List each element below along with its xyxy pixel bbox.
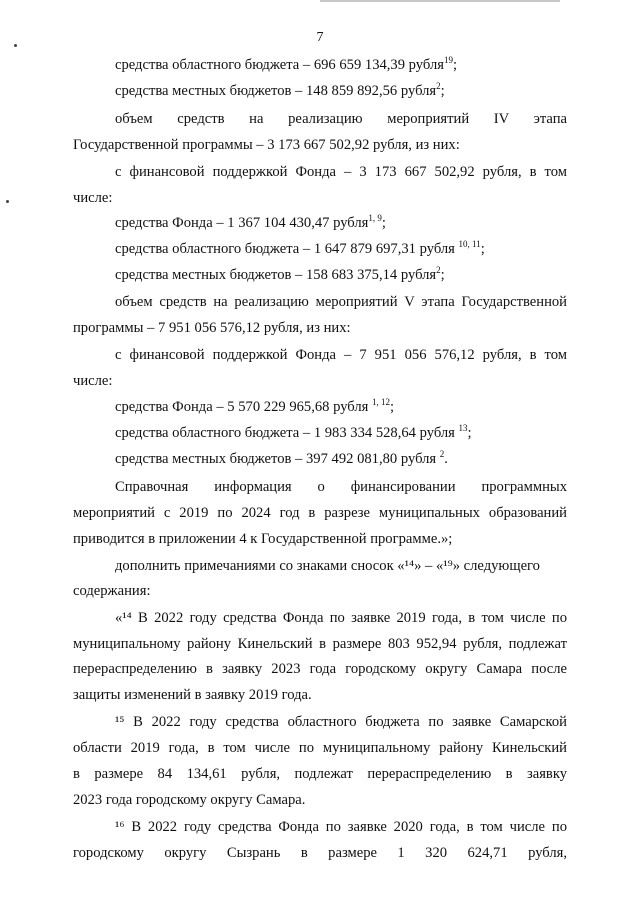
text-line [73,372,567,390]
text-line-content: с финансовой поддержкой Фонда – 3 173 667 502,92 рубля, в том [115,164,567,180]
text-line [73,582,567,600]
text-line-content: средства местных бюджетов – 158 683 375,14 рубля [115,267,437,283]
text-line-content: числе: [73,190,113,206]
text-line [115,214,567,232]
punctuation: ; [467,425,472,441]
text-line [73,319,567,337]
text-line-content: приводится в приложении 4 к Государственной программе.»; [73,531,453,547]
text-line [73,504,567,522]
text-line-content: средства местных бюджетов – 148 859 892,56 рубля [115,83,437,99]
text-line [115,818,567,836]
footnote-marker: 1, 12 [372,397,391,408]
text-line [115,110,567,128]
text-line [73,189,567,207]
text-line-content: в размере 84 134,61 рубля, подлежат перераспределению в заявку [73,766,567,782]
text-line [115,163,567,181]
footnote-marker: 13 [458,423,468,434]
text-line [73,791,567,809]
text-line [73,530,567,548]
text-line-content: перераспределению в заявку 2023 года городскому округу Самара после [73,661,567,677]
punctuation: ; [381,215,386,231]
text-line [73,635,567,653]
punctuation: ; [440,83,445,99]
scan-speck [6,200,9,203]
text-line [115,293,567,311]
footnote-marker: 10, 11 [458,239,481,250]
text-line [115,240,567,258]
text-line [115,713,567,731]
text-line-content: области 2019 года, в том числе по муниципальному району Кинельский [73,740,567,756]
text-line [115,82,567,100]
text-line [73,844,567,862]
text-line [73,765,567,783]
text-line [115,266,567,284]
text-line-content: средства областного бюджета – 1 983 334 528,64 рубля [115,425,459,441]
punctuation: . [444,451,448,467]
text-line [73,136,567,154]
punctuation: ; [390,399,395,415]
text-line [115,56,567,74]
text-line-content: Государственной программы – 3 173 667 502,92 рубля, из них: [73,137,460,153]
text-line-content: муниципальному району Кинельский в размере 803 952,94 рубля, подлежат [73,636,567,652]
text-line-content: содержания: [73,583,151,599]
text-line-content: дополнить примечаниями со знаками сносок «¹⁴» – «¹⁹» следующего [115,558,540,574]
text-line-content: Справочная информация о финансировании программных [115,479,567,495]
text-line [73,686,567,704]
footnote-marker: 1, 9 [368,213,382,224]
text-line-content: средства местных бюджетов – 397 492 081,80 рубля [115,451,440,467]
text-line-content: 2023 года городскому округу Самара. [73,792,306,808]
text-line-content: «¹⁴ В 2022 году средства Фонда по заявке 2019 года, в том числе по [115,610,567,626]
text-line [115,346,567,364]
punctuation: ; [452,57,458,73]
text-line [73,660,567,678]
punctuation: ; [480,241,485,257]
footnote-marker: 19 [443,55,453,66]
footnote-marker: 2 [439,449,445,460]
footnote-marker: 2 [436,265,441,276]
text-line-content: средства областного бюджета – 1 647 879 697,31 рубля [115,241,459,257]
text-line [115,557,567,575]
scan-edge-artifact [320,0,560,2]
text-line-content: объем средств на реализацию мероприятий V этапа Государственной [115,294,567,310]
footnote-marker: 2 [436,81,441,92]
text-line [115,478,567,496]
punctuation: ; [440,267,445,283]
page-number: 7 [316,30,324,45]
text-line-content: средства Фонда – 5 570 229 965,68 рубля [115,399,373,415]
text-line-content: ¹⁶ В 2022 году средства Фонда по заявке 2020 года, в том числе по [115,819,567,835]
text-line-content: ¹⁵ В 2022 году средства областного бюджета по заявке Самарской [115,714,567,730]
text-line-content: защиты изменений в заявку 2019 года. [73,687,312,703]
text-line-content: программы – 7 951 056 576,12 рубля, из них: [73,320,351,336]
text-line [73,739,567,757]
text-line-content: с финансовой поддержкой Фонда – 7 951 056 576,12 рубля, в том [115,347,567,363]
text-line [115,424,567,442]
text-line-content: мероприятий с 2019 по 2024 год в разрезе муниципальных образований [73,505,567,521]
text-line [115,450,567,468]
text-line-content: средства Фонда – 1 367 104 430,47 рубля [115,215,369,231]
text-line [115,398,567,416]
text-line-content: объем средств на реализацию мероприятий IV этапа [115,111,567,127]
text-line-content: городскому округу Сызрань в размере 1 320 624,71 рубля, [73,845,567,861]
text-line-content: средства областного бюджета – 696 659 134,39 рубля [115,57,444,73]
text-line-content: числе: [73,373,113,389]
text-line [115,609,567,627]
